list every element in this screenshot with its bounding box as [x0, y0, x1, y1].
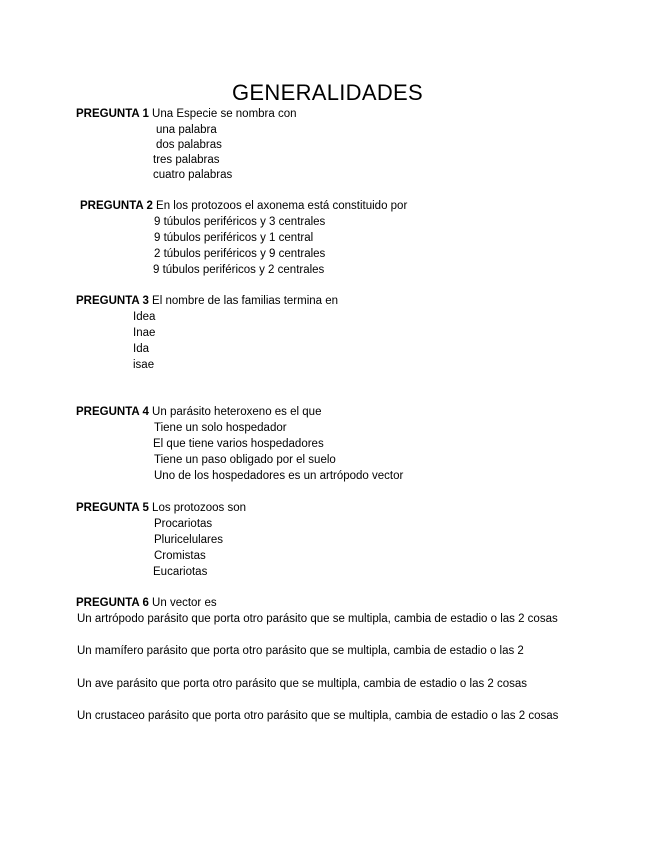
question-4-option-4: Uno de los hospedadores es un artrópodo vector	[154, 470, 404, 482]
question-6	[76, 596, 217, 610]
question-1	[76, 107, 297, 121]
question-3-option-1: Idea	[133, 311, 156, 323]
question-2-label: PREGUNTA 2	[80, 200, 153, 212]
question-1-option-3: tres palabras	[153, 154, 220, 166]
question-2-option-2: 9 túbulos periféricos y 1 central	[154, 232, 314, 244]
question-6-text: Un vector es	[152, 597, 217, 609]
question-5-option-3: Cromistas	[154, 550, 206, 562]
question-2	[80, 199, 407, 213]
question-3-option-2: Inae	[133, 327, 156, 339]
question-2-option-1: 9 túbulos periféricos y 3 centrales	[154, 216, 326, 228]
question-4-text: Un parásito heteroxeno es el que	[152, 406, 322, 418]
question-1-text: Una Especie se nombra con	[152, 108, 297, 120]
question-5-text: Los protozoos son	[152, 502, 247, 514]
question-3-label: PREGUNTA 3	[76, 295, 149, 307]
question-5-option-2: Pluricelulares	[154, 534, 224, 546]
question-5-option-1: Procariotas	[154, 518, 213, 530]
question-1-option-1: una palabra	[156, 124, 217, 136]
question-3-text: El nombre de las familias termina en	[152, 295, 339, 307]
question-2-option-3: 2 túbulos periféricos y 9 centrales	[154, 248, 326, 260]
question-2-option-4: 9 túbulos periféricos y 2 centrales	[153, 264, 325, 276]
question-1-label: PREGUNTA 1	[76, 108, 149, 120]
question-3	[76, 294, 338, 308]
document-title: GENERALIDADES	[232, 80, 423, 105]
question-6-option-1: Un artrópodo parásito que porta otro parásito que se multipla, cambia de estadio o las 2 cosas	[77, 613, 558, 625]
question-4-option-2: El que tiene varios hospedadores	[153, 438, 324, 450]
question-5-label: PREGUNTA 5	[76, 502, 149, 514]
question-2-text: En los protozoos el axonema está constituido por	[156, 200, 408, 212]
question-4-label: PREGUNTA 4	[76, 406, 149, 418]
question-4-option-3: Tiene un paso obligado por el suelo	[154, 454, 336, 466]
question-6-option-2: Un mamífero parásito que porta otro parásito que se multipla, cambia de estadio o las 2	[77, 645, 524, 657]
question-3-option-3: Ida	[133, 343, 149, 355]
question-5	[76, 501, 246, 515]
question-1-option-2: dos palabras	[156, 139, 222, 151]
question-6-label: PREGUNTA 6	[76, 597, 149, 609]
question-6-option-4: Un crustaceo parásito que porta otro parásito que se multipla, cambia de estadio o las 2 cosas	[77, 710, 559, 722]
question-3-option-4: isae	[133, 359, 155, 371]
question-4-option-1: Tiene un solo hospedador	[154, 422, 287, 434]
question-6-option-3: Un ave parásito que porta otro parásito que se multipla, cambia de estadio o las 2 cosas	[77, 678, 528, 690]
question-1-option-4: cuatro palabras	[153, 169, 233, 181]
question-4	[76, 405, 321, 419]
question-5-option-4: Eucariotas	[153, 566, 208, 578]
